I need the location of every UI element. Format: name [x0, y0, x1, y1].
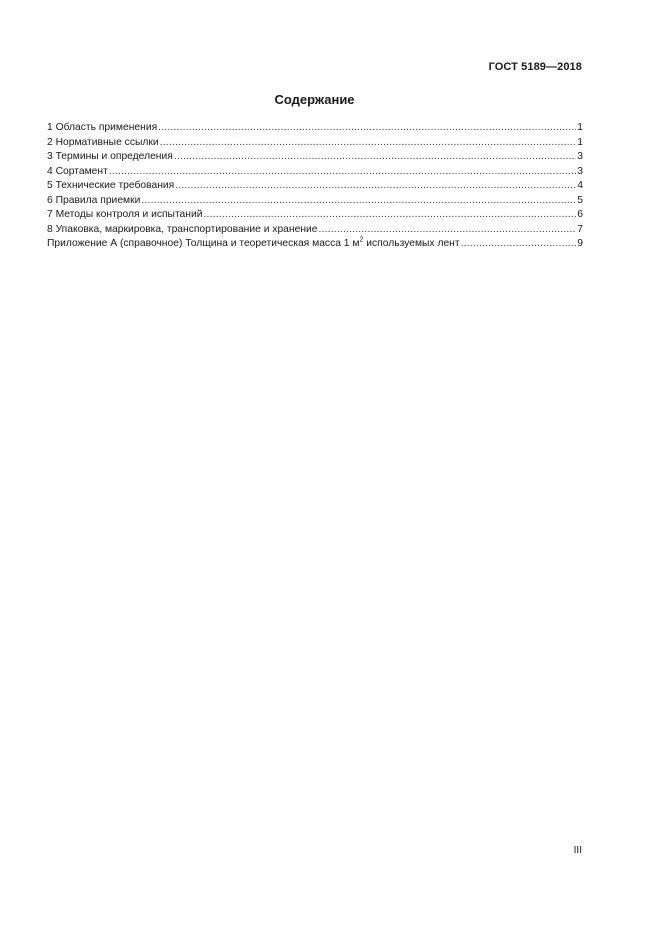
- toc-entry-page: 4: [577, 180, 583, 191]
- toc-leader-dots: [203, 208, 576, 223]
- toc-entry-label: 8 Упаковка, маркировка, транспортирование и хранение: [47, 223, 318, 235]
- toc-entry-page: 3: [577, 165, 583, 177]
- toc-entry-label: 6 Правила приемки: [47, 194, 141, 206]
- toc-leader-dots: [141, 194, 576, 209]
- toc-entry-page: 5: [577, 194, 583, 206]
- toc-entry-test-methods[interactable]: [47, 208, 583, 223]
- toc-entry-page: 3: [577, 151, 583, 162]
- toc-entry-page: 7: [577, 223, 583, 235]
- toc-entry-page: 1: [577, 122, 583, 133]
- toc-entry-terms-definitions[interactable]: [47, 150, 583, 165]
- toc-entry-scope[interactable]: [47, 121, 583, 136]
- toc-title: Содержание: [274, 92, 355, 107]
- toc-entry-label: 7 Методы контроля и испытаний: [47, 209, 203, 220]
- toc-entry-appendix-a[interactable]: [47, 237, 583, 252]
- toc-entry-label: 5 Технические требования: [47, 180, 175, 191]
- toc-leader-dots: [109, 165, 576, 180]
- table-of-contents: [47, 121, 583, 252]
- standard-code: ГОСТ 5189—2018: [488, 61, 582, 73]
- toc-leader-dots: [461, 237, 577, 252]
- page-number: III: [573, 845, 582, 856]
- toc-entry-page: 9: [577, 238, 583, 249]
- toc-entry-label: 2 Нормативные ссылки: [47, 136, 159, 148]
- toc-entry-assortment[interactable]: [47, 165, 583, 180]
- toc-leader-dots: [174, 150, 576, 165]
- toc-entry-packaging-marking[interactable]: [47, 223, 583, 238]
- toc-entry-technical-requirements[interactable]: [47, 179, 583, 194]
- toc-leader-dots: [318, 223, 576, 238]
- toc-entry-normative-references[interactable]: [47, 136, 583, 151]
- toc-entry-label-tail: используемых лент: [363, 238, 460, 249]
- toc-entry-label: 3 Термины и определения: [47, 151, 173, 162]
- toc-leader-dots: [175, 179, 576, 194]
- toc-entry-label: [47, 237, 460, 252]
- toc-entry-label-superscript: 2: [359, 236, 364, 244]
- toc-entry-label: 1 Область применения: [47, 122, 158, 133]
- toc-leader-dots: [160, 136, 577, 151]
- toc-entry-label: 4 Сортамент: [47, 165, 108, 177]
- toc-entry-acceptance-rules[interactable]: [47, 194, 583, 209]
- toc-leader-dots: [158, 121, 576, 136]
- toc-entry-label-main: Приложение А (справочное) Толщина и теоретическая масса 1 м: [47, 238, 360, 249]
- toc-entry-page: 1: [577, 136, 583, 148]
- toc-entry-page: 6: [577, 209, 583, 220]
